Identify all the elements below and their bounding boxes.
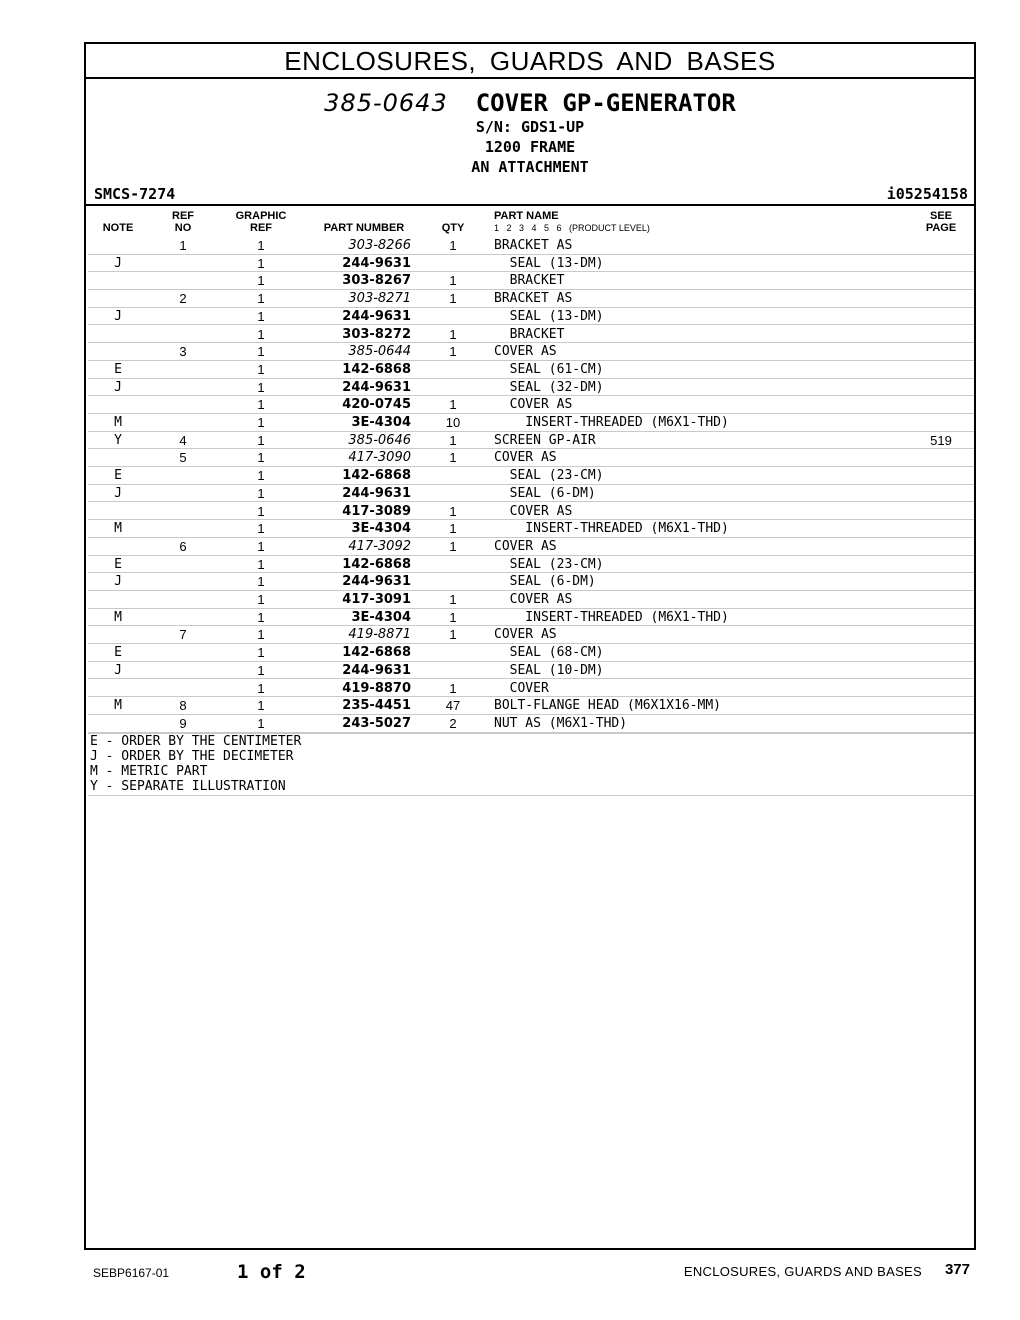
table-row[interactable] <box>88 466 974 485</box>
cell-graphic-ref: 1 <box>257 273 265 289</box>
cell-part-number[interactable]: 244-9631 <box>342 485 411 501</box>
cell-note <box>88 325 148 343</box>
col-header-see-page-line2: PAGE <box>925 222 957 234</box>
cell-part-number[interactable]: 419-8871 <box>348 627 411 643</box>
cell-qty: 47 <box>445 698 461 714</box>
cell-ref-no <box>163 413 203 431</box>
cell-part-number[interactable]: 303-8271 <box>348 291 411 307</box>
cell-see-page[interactable] <box>916 448 966 466</box>
col-header-graphic-ref <box>226 210 296 234</box>
table-row[interactable] <box>88 289 974 308</box>
cell-graphic-ref: 1 <box>257 468 265 484</box>
cell-qty <box>433 254 473 272</box>
cell-graphic-ref: 1 <box>257 609 265 625</box>
cell-qty: 1 <box>449 273 457 289</box>
table-row[interactable] <box>88 378 974 397</box>
table-row[interactable] <box>88 572 974 591</box>
cell-ref-no <box>163 555 203 573</box>
cell-see-page[interactable] <box>916 572 966 590</box>
footer-page-of: 1 of 2 <box>237 1261 306 1283</box>
table-row[interactable] <box>88 537 974 556</box>
cell-see-page[interactable] <box>916 484 966 502</box>
cell-part-number[interactable]: 142-6868 <box>342 556 411 572</box>
cell-note: M <box>114 415 122 430</box>
cell-part-name: SEAL (13-DM) <box>494 255 604 271</box>
col-header-part-name <box>494 210 794 234</box>
cell-qty: 10 <box>445 415 461 430</box>
cell-note: Y <box>114 432 122 448</box>
cell-ref-no <box>163 271 203 289</box>
table-row[interactable] <box>88 431 974 450</box>
cell-part-number[interactable]: 385-0646 <box>348 432 411 448</box>
cell-part-name: COVER AS <box>494 503 573 519</box>
cell-graphic-ref: 1 <box>257 556 265 572</box>
col-header-product-level: 1 2 3 4 5 6 (PRODUCT LEVEL) <box>494 223 650 233</box>
cell-see-page[interactable] <box>916 325 966 343</box>
cell-ref-no <box>163 572 203 590</box>
notes-bottom-divider <box>88 795 974 796</box>
notes-legend <box>90 734 970 794</box>
table-row[interactable] <box>88 448 974 467</box>
cell-see-page[interactable] <box>916 519 966 537</box>
cell-note <box>88 289 148 307</box>
cell-part-name: SEAL (61-CM) <box>494 361 604 377</box>
table-row[interactable] <box>88 696 974 715</box>
cell-qty: 1 <box>449 344 457 360</box>
table-row[interactable] <box>88 555 974 574</box>
col-header-ref <box>160 210 206 234</box>
cell-note: J <box>114 662 122 678</box>
cell-part-name: COVER <box>494 680 549 696</box>
cell-note: E <box>114 645 122 661</box>
cell-see-page[interactable] <box>916 608 966 626</box>
cell-see-page[interactable] <box>916 643 966 661</box>
cell-qty: 1 <box>449 680 457 696</box>
col-header-see-page-line1: SEE <box>929 210 952 222</box>
cell-see-page[interactable] <box>916 466 966 484</box>
cell-see-page[interactable] <box>916 555 966 573</box>
cell-part-name: SEAL (32-DM) <box>494 379 604 395</box>
cell-qty: 1 <box>449 609 457 625</box>
cell-note <box>88 590 148 608</box>
cell-ref-no <box>163 661 203 679</box>
header-divider <box>86 204 974 206</box>
cell-ref-no <box>163 254 203 272</box>
cell-part-number[interactable]: 142-6868 <box>342 468 411 484</box>
cell-ref-no <box>163 325 203 343</box>
cell-graphic-ref: 1 <box>257 698 265 714</box>
footer-doc-id: SEBP6167-01 <box>93 1266 170 1280</box>
cell-ref-no: 7 <box>179 627 187 643</box>
table-row[interactable] <box>88 608 974 627</box>
group-heading <box>86 89 974 118</box>
note-legend-item: M - METRIC PART <box>90 763 208 779</box>
cell-part-number[interactable]: 417-3092 <box>348 538 411 554</box>
cell-part-number[interactable]: 235-4451 <box>342 698 411 714</box>
table-row[interactable] <box>88 342 974 361</box>
table-row[interactable] <box>88 413 974 432</box>
cell-graphic-ref: 1 <box>257 361 265 377</box>
col-header-ref-line1: REF <box>172 210 194 222</box>
cell-see-page[interactable] <box>916 289 966 307</box>
cell-part-number[interactable]: 142-6868 <box>342 361 411 377</box>
cell-qty <box>433 555 473 573</box>
cell-graphic-ref: 1 <box>257 645 265 661</box>
cell-part-number[interactable]: 303-8266 <box>348 238 411 253</box>
cell-part-number[interactable]: 417-3089 <box>342 503 411 519</box>
cell-note <box>88 395 148 413</box>
smcs-code: SMCS-7274 <box>94 185 176 203</box>
cell-ref-no <box>163 502 203 520</box>
table-row[interactable] <box>88 679 974 698</box>
cell-graphic-ref: 1 <box>257 538 265 554</box>
table-row[interactable] <box>88 714 974 733</box>
cell-part-number[interactable]: 3E-4304 <box>351 609 411 625</box>
cell-ref-no <box>163 590 203 608</box>
table-row[interactable] <box>88 254 974 273</box>
cell-note: J <box>114 379 122 395</box>
cell-part-name: SEAL (23-CM) <box>494 468 604 484</box>
col-header-qty: QTY <box>441 222 465 234</box>
table-row[interactable] <box>88 590 974 609</box>
cell-graphic-ref: 1 <box>257 662 265 678</box>
cell-note <box>88 236 148 254</box>
cell-see-page[interactable] <box>916 378 966 396</box>
cell-graphic-ref: 1 <box>257 344 265 360</box>
table-row[interactable] <box>88 643 974 662</box>
cell-note: M <box>114 521 122 537</box>
cell-qty: 1 <box>449 397 457 413</box>
cell-note <box>88 448 148 466</box>
cell-part-name: BRACKET AS <box>494 291 573 307</box>
cell-graphic-ref: 1 <box>257 415 265 430</box>
cell-see-page[interactable] <box>916 236 966 254</box>
cell-part-name: SCREEN GP-AIR <box>494 432 596 448</box>
cell-part-name: BRACKET <box>494 326 565 342</box>
cell-part-name: COVER AS <box>494 344 557 360</box>
cell-part-name: BOLT-FLANGE HEAD (M6X1X16-MM) <box>494 698 721 714</box>
cell-qty <box>433 643 473 661</box>
cell-ref-no <box>163 679 203 697</box>
cell-ref-no: 2 <box>179 291 187 307</box>
cell-note: J <box>114 574 122 590</box>
cell-part-number[interactable]: 243-5027 <box>342 715 411 731</box>
note-legend-item: J - ORDER BY THE DECIMETER <box>90 748 294 764</box>
cell-part-name: SEAL (6-DM) <box>494 574 596 590</box>
cell-see-page[interactable] <box>916 360 966 378</box>
cell-graphic-ref: 1 <box>257 291 265 307</box>
table-row[interactable] <box>88 661 974 680</box>
cell-part-name: SEAL (10-DM) <box>494 662 604 678</box>
section-title: ENCLOSURES, GUARDS AND BASES <box>86 44 974 79</box>
cell-note: M <box>114 609 122 625</box>
cell-part-name: INSERT-THREADED (M6X1-THD) <box>494 415 729 430</box>
cell-qty <box>433 307 473 325</box>
table-row[interactable] <box>88 236 974 255</box>
cell-see-page[interactable] <box>916 590 966 608</box>
col-header-part-number: PART NUMBER <box>323 222 405 234</box>
cell-see-page[interactable] <box>916 413 966 431</box>
cell-see-page[interactable] <box>916 254 966 272</box>
cell-note: J <box>114 485 122 501</box>
frame-label: 1200 FRAME <box>484 138 576 156</box>
cell-qty: 1 <box>449 627 457 643</box>
cell-graphic-ref: 1 <box>257 485 265 501</box>
cell-part-name: COVER AS <box>494 397 573 413</box>
serial-number: S/N: GDS1-UP <box>475 118 585 136</box>
group-part-name: COVER GP-GENERATOR <box>475 89 736 117</box>
cell-note <box>88 537 148 555</box>
cell-note: E <box>114 468 122 484</box>
cell-graphic-ref: 1 <box>257 326 265 342</box>
col-header-see-page <box>916 210 966 234</box>
table-row[interactable] <box>88 502 974 521</box>
cell-part-number[interactable]: 3E-4304 <box>351 521 411 537</box>
illustration-id: i05254158 <box>886 185 968 203</box>
cell-graphic-ref: 1 <box>257 397 265 413</box>
cell-part-name: SEAL (6-DM) <box>494 485 596 501</box>
cell-note <box>88 342 148 360</box>
cell-part-number[interactable]: 244-9631 <box>342 574 411 590</box>
cell-part-number[interactable]: 3E-4304 <box>351 415 411 430</box>
cell-ref-no <box>163 519 203 537</box>
attachment-label: AN ATTACHMENT <box>471 158 589 176</box>
cell-qty: 1 <box>449 450 457 466</box>
cell-part-name: SEAL (23-CM) <box>494 556 604 572</box>
cell-ref-no: 5 <box>179 450 187 466</box>
cell-ref-no: 1 <box>179 238 187 253</box>
cell-part-number[interactable]: 417-3090 <box>348 450 411 466</box>
cell-see-page[interactable] <box>916 271 966 289</box>
cell-note: J <box>114 255 122 271</box>
cell-part-name: SEAL (13-DM) <box>494 308 604 324</box>
cell-ref-no: 3 <box>179 344 187 360</box>
cell-graphic-ref: 1 <box>257 379 265 395</box>
cell-part-number[interactable]: 244-9631 <box>342 308 411 324</box>
cell-graphic-ref: 1 <box>257 574 265 590</box>
cell-part-number[interactable]: 244-9631 <box>342 255 411 271</box>
cell-graphic-ref: 1 <box>257 238 265 253</box>
group-part-number[interactable]: 385-0643 <box>324 89 448 117</box>
cell-qty: 1 <box>449 538 457 554</box>
cell-ref-no: 6 <box>179 538 187 554</box>
cell-graphic-ref: 1 <box>257 627 265 643</box>
cell-graphic-ref: 1 <box>257 715 265 731</box>
cell-qty <box>433 360 473 378</box>
cell-qty: 1 <box>449 592 457 607</box>
parts-page-frame <box>84 42 976 1250</box>
cell-ref-no <box>163 360 203 378</box>
cell-see-page[interactable] <box>916 679 966 697</box>
cell-qty <box>433 484 473 502</box>
cell-note: E <box>114 361 122 377</box>
cell-qty <box>433 661 473 679</box>
cell-see-page[interactable] <box>916 307 966 325</box>
cell-part-number[interactable]: 420-0745 <box>342 397 411 413</box>
cell-part-name: COVER AS <box>494 627 557 643</box>
cell-qty <box>433 572 473 590</box>
cell-part-name: COVER AS <box>494 592 573 607</box>
cell-graphic-ref: 1 <box>257 255 265 271</box>
cell-part-name: COVER AS <box>494 538 557 554</box>
cell-ref-no: 9 <box>179 715 187 731</box>
cell-part-number[interactable]: 244-9631 <box>342 379 411 395</box>
note-legend-item: E - ORDER BY THE CENTIMETER <box>90 733 302 749</box>
cell-note <box>88 502 148 520</box>
table-row[interactable] <box>88 325 974 344</box>
cell-see-page[interactable] <box>916 342 966 360</box>
table-row[interactable] <box>88 360 974 379</box>
cell-part-number[interactable]: 303-8272 <box>342 326 411 342</box>
col-header-ref-line2: NO <box>174 222 192 234</box>
cell-see-page[interactable] <box>916 537 966 555</box>
table-row[interactable] <box>88 395 974 414</box>
cell-graphic-ref: 1 <box>257 450 265 466</box>
table-row[interactable] <box>88 271 974 290</box>
cell-part-name: NUT AS (M6X1-THD) <box>494 715 628 731</box>
cell-note: M <box>114 698 122 714</box>
cell-part-number[interactable]: 419-8870 <box>342 680 411 696</box>
cell-qty: 1 <box>449 291 457 307</box>
cell-note: E <box>114 556 122 572</box>
cell-note <box>88 625 148 643</box>
cell-see-page[interactable] <box>916 696 966 714</box>
cell-graphic-ref: 1 <box>257 432 265 448</box>
cell-ref-no <box>163 466 203 484</box>
cell-ref-no <box>163 643 203 661</box>
cell-qty <box>433 466 473 484</box>
cell-graphic-ref: 1 <box>257 521 265 537</box>
cell-see-page[interactable] <box>916 395 966 413</box>
cell-qty: 1 <box>449 503 457 519</box>
cell-graphic-ref: 1 <box>257 308 265 324</box>
table-row[interactable] <box>88 625 974 644</box>
cell-part-name: COVER AS <box>494 450 557 466</box>
cell-note <box>88 714 148 732</box>
cell-part-number[interactable]: 244-9631 <box>342 662 411 678</box>
cell-see-page[interactable] <box>916 625 966 643</box>
cell-part-number[interactable]: 303-8267 <box>342 273 411 289</box>
table-row[interactable] <box>88 307 974 326</box>
col-header-graphic-ref-line1: GRAPHIC <box>235 210 287 222</box>
cell-see-page[interactable] <box>916 661 966 679</box>
cell-see-page[interactable] <box>916 714 966 732</box>
table-row[interactable] <box>88 484 974 503</box>
footer-page-number: 377 <box>944 1261 970 1278</box>
cell-graphic-ref: 1 <box>257 503 265 519</box>
cell-note: J <box>114 308 122 324</box>
cell-part-name: SEAL (68-CM) <box>494 645 604 661</box>
cell-see-page[interactable]: 519 <box>930 432 952 448</box>
cell-qty: 2 <box>449 715 457 731</box>
cell-qty <box>433 378 473 396</box>
col-header-note: NOTE <box>102 222 134 234</box>
cell-ref-no <box>163 395 203 413</box>
footer-section-title: ENCLOSURES, GUARDS AND BASES <box>683 1264 922 1279</box>
cell-ref-no <box>163 484 203 502</box>
cell-note <box>88 679 148 697</box>
cell-part-number[interactable]: 417-3091 <box>342 592 411 607</box>
cell-ref-no <box>163 307 203 325</box>
cell-ref-no <box>163 378 203 396</box>
cell-part-name: INSERT-THREADED (M6X1-THD) <box>494 609 729 625</box>
note-legend-item: Y - SEPARATE ILLUSTRATION <box>90 778 286 794</box>
cell-part-name: BRACKET <box>494 273 565 289</box>
cell-ref-no: 4 <box>179 432 187 448</box>
cell-see-page[interactable] <box>916 502 966 520</box>
cell-qty: 1 <box>449 238 457 253</box>
cell-ref-no <box>163 608 203 626</box>
cell-graphic-ref: 1 <box>257 680 265 696</box>
cell-part-number[interactable]: 385-0644 <box>348 344 411 360</box>
cell-qty: 1 <box>449 326 457 342</box>
col-header-graphic-ref-line2: REF <box>250 222 272 234</box>
cell-qty: 1 <box>449 432 457 448</box>
cell-qty: 1 <box>449 521 457 537</box>
cell-ref-no: 8 <box>179 698 187 714</box>
table-row[interactable] <box>88 519 974 538</box>
cell-part-number[interactable]: 142-6868 <box>342 645 411 661</box>
cell-note <box>88 271 148 289</box>
col-header-part-name-line1: PART NAME <box>494 210 559 222</box>
cell-graphic-ref: 1 <box>257 592 265 607</box>
cell-part-name: BRACKET AS <box>494 238 573 253</box>
cell-part-name: INSERT-THREADED (M6X1-THD) <box>494 521 729 537</box>
